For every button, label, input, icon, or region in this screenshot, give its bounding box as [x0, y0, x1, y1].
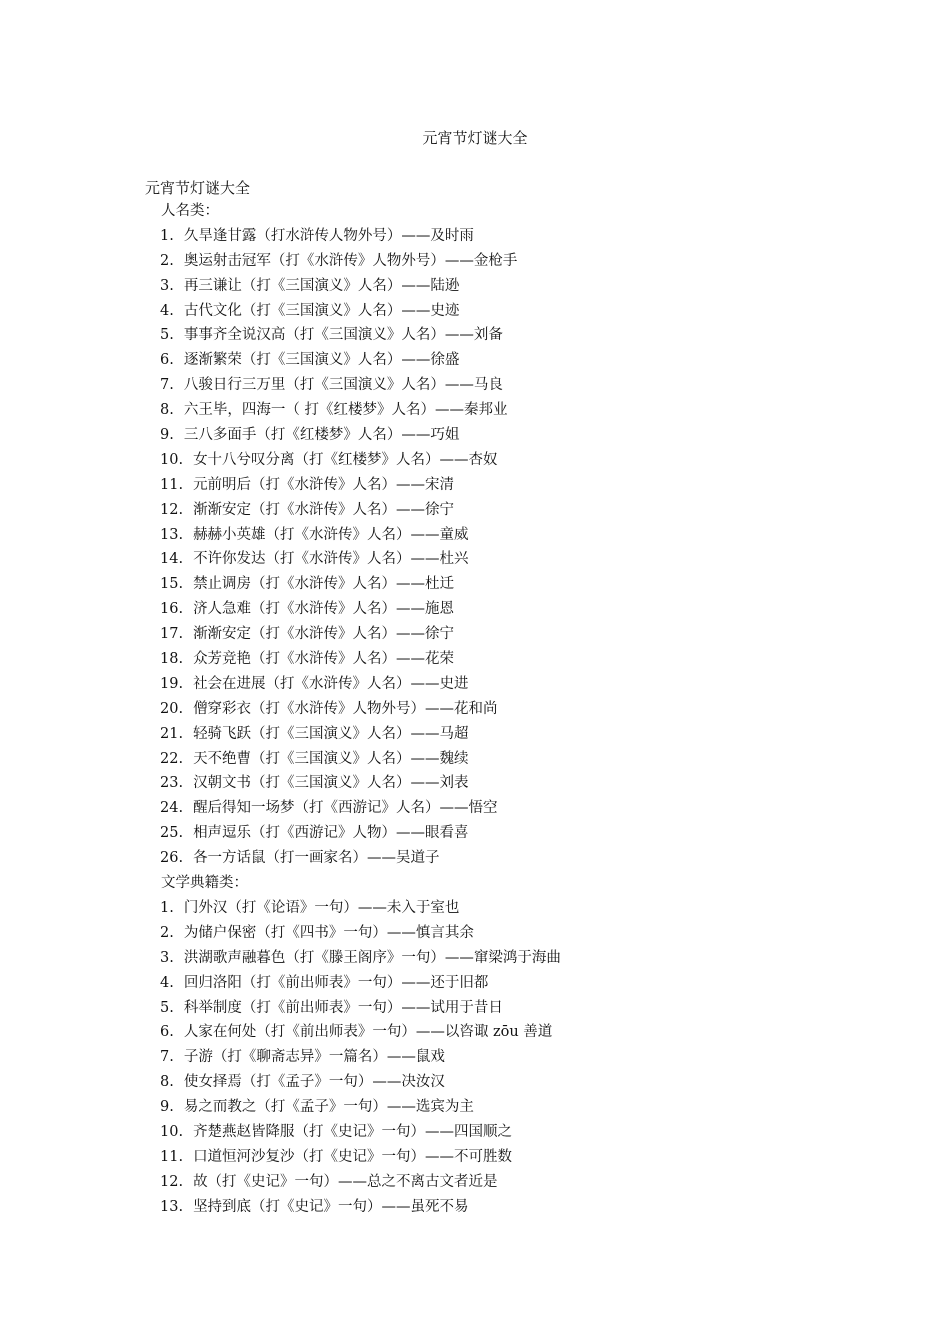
riddle-text: 六王毕，四海一（ 打《红楼梦》人名）——秦邦业: [183, 402, 508, 419]
riddle-text: 不许你发达（打《水浒传》人名）——杜兴: [193, 551, 469, 568]
riddle-text: 各一方话鼠（打一画家名）——吴道子: [193, 850, 440, 867]
riddle-text: 洪湖歌声融暮色（打《滕王阁序》一句）——窜梁鸿于海曲: [183, 949, 561, 966]
riddle-number: 18.: [160, 651, 184, 668]
riddle-number: 2.: [160, 924, 174, 941]
riddle-item: [145, 747, 845, 772]
riddle-text: 为储户保密（打《四书》一句）——慎言其余: [183, 924, 474, 941]
riddle-number: 20.: [160, 700, 184, 717]
riddle-item: [145, 996, 845, 1021]
riddle-item: [145, 547, 845, 572]
riddle-number: 3.: [160, 949, 174, 966]
riddle-item: [145, 622, 845, 647]
riddle-number: 13.: [160, 1198, 184, 1215]
riddle-number: 5.: [160, 999, 174, 1016]
riddle-item: [145, 249, 845, 274]
riddle-text: 济人急难（打《水浒传》人名）——施恩: [193, 601, 455, 618]
riddle-number: 9.: [160, 1099, 174, 1116]
riddle-number: 10.: [160, 1123, 184, 1140]
riddle-number: 1.: [160, 899, 174, 916]
riddle-item: [145, 373, 845, 398]
riddle-number: 7.: [160, 377, 174, 394]
riddle-item: [145, 1145, 845, 1170]
section-heading: 文学典籍类：: [161, 875, 248, 892]
riddle-item: [145, 1170, 845, 1195]
section-literary-classics: [145, 871, 845, 1219]
riddle-text: 相声逗乐（打《西游记》人物）——眼看喜: [193, 825, 469, 842]
riddle-number: 7.: [160, 1049, 174, 1066]
riddle-text: 社会在进展（打《水浒传》人名）——史进: [193, 675, 469, 692]
riddle-text: 女十八兮叹分离（打《红楼梦》人名）——杏奴: [193, 451, 498, 468]
riddle-item: [145, 796, 845, 821]
riddle-item: [145, 274, 845, 299]
riddle-item: [145, 448, 845, 473]
riddle-item: [145, 1120, 845, 1145]
riddle-item: [145, 224, 845, 249]
riddle-number: 9.: [160, 427, 174, 444]
riddle-text: 众芳竞艳（打《水浒传》人名）——花荣: [193, 651, 455, 668]
riddle-number: 12.: [160, 1173, 184, 1190]
riddle-text: 三八多面手（打《红楼梦》人名）——巧姐: [183, 427, 460, 444]
section-heading: 人名类：: [161, 203, 219, 219]
riddle-text: 易之而教之（打《孟子》一句）——选宾为主: [183, 1099, 474, 1116]
riddle-item: [145, 398, 845, 423]
riddle-text: 逐渐繁荣（打《三国演义》人名）——徐盛: [183, 352, 460, 369]
riddle-item: [145, 971, 845, 996]
riddle-number: 11.: [160, 1148, 184, 1165]
riddle-number: 4.: [160, 974, 174, 991]
riddle-text: 回归洛阳（打《前出师表》一句）——还于旧都: [183, 974, 489, 991]
riddle-item: [145, 647, 845, 672]
riddle-number: 6.: [160, 1024, 174, 1041]
riddle-item: [145, 1095, 845, 1120]
riddle-text: 渐渐安定（打《水浒传》人名）——徐宁: [193, 626, 455, 643]
riddle-item: [145, 921, 845, 946]
riddle-number: 23.: [160, 775, 184, 792]
riddle-text: 天不绝曹（打《三国演义》人名）——魏续: [193, 750, 469, 767]
riddle-item: [145, 1045, 845, 1070]
riddle-text: 口道恒河沙复沙（打《史记》一句）——不可胜数: [193, 1148, 513, 1165]
riddle-number: 22.: [160, 750, 184, 767]
riddle-text: 渐渐安定（打《水浒传》人名）——徐宁: [193, 501, 455, 518]
riddle-item: [145, 423, 845, 448]
riddle-item: [145, 1195, 845, 1220]
riddle-text: 禁止调房（打《水浒传》人名）——杜迁: [193, 576, 455, 593]
riddle-number: 16.: [160, 601, 184, 618]
riddle-number: 25.: [160, 825, 184, 842]
riddle-item: [145, 597, 845, 622]
riddle-number: 8.: [160, 402, 174, 419]
riddle-text: 汉朝文书（打《三国演义》人名）——刘表: [193, 775, 469, 792]
riddle-item: [145, 946, 845, 971]
riddle-item: [145, 771, 845, 796]
riddle-item: [145, 672, 845, 697]
riddle-number: 26.: [160, 850, 184, 867]
riddle-item: [145, 572, 845, 597]
riddle-text: 门外汉（打《论语》一句）——未入于室也: [183, 899, 460, 916]
riddle-number: 17.: [160, 626, 184, 643]
riddle-item: [145, 697, 845, 722]
riddle-text: 奥运射击冠军（打《水浒传》人物外号）——金枪手: [183, 252, 518, 269]
section-person-names: [145, 199, 845, 871]
riddle-text: 僧穿彩衣（打《水浒传》人物外号）——花和尚: [193, 700, 498, 717]
document-body: [145, 178, 845, 1220]
riddle-number: 1.: [160, 227, 174, 244]
riddle-text: 使女择焉（打《孟子》一句）——决汝汉: [183, 1074, 445, 1091]
riddle-number: 3.: [160, 277, 174, 294]
riddle-item: [145, 1070, 845, 1095]
riddle-text: 再三谦让（打《三国演义》人名）——陆逊: [183, 277, 460, 294]
riddle-item: [145, 821, 845, 846]
riddle-number: 4.: [160, 302, 174, 319]
riddle-text: 元前明后（打《水浒传》人名）——宋清: [193, 476, 455, 493]
riddle-item: [145, 523, 845, 548]
riddle-number: 2.: [160, 252, 174, 269]
riddle-text: 八骏日行三万里（打《三国演义》人名）——马良: [183, 377, 503, 394]
riddle-number: 11.: [160, 476, 184, 493]
riddle-number: 12.: [160, 501, 184, 518]
riddle-item: [145, 473, 845, 498]
riddle-number: 14.: [160, 551, 184, 568]
riddle-text: 子游（打《聊斋志异》一篇名）——鼠戏: [183, 1049, 445, 1066]
riddle-text: 古代文化（打《三国演义》人名）——史迹: [183, 302, 460, 319]
riddle-number: 21.: [160, 725, 184, 742]
riddle-item: [145, 896, 845, 921]
riddle-number: 19.: [160, 675, 184, 692]
riddle-item: [145, 722, 845, 747]
riddle-item: [145, 299, 845, 324]
riddle-number: 13.: [160, 526, 184, 543]
riddle-text: 赫赫小英雄（打《水浒传》人名）——童威: [193, 526, 469, 543]
riddle-list: [145, 896, 845, 1220]
riddle-text: 科举制度（打《前出师表》一句）——试用于昔日: [183, 999, 503, 1016]
riddle-item: [145, 323, 845, 348]
riddle-list: [145, 224, 845, 871]
riddle-item: [145, 846, 845, 871]
page-title: 元宵节灯谜大全: [422, 129, 528, 147]
riddle-text: 轻骑飞跃（打《三国演义》人名）——马超: [193, 725, 469, 742]
riddle-text: 醒后得知一场梦（打《西游记》人名）——悟空: [193, 800, 498, 817]
riddle-number: 6.: [160, 352, 174, 369]
riddle-text: 人家在何处（打《前出师表》一句）——以咨诹 zōu 善道: [183, 1024, 553, 1041]
riddle-number: 5.: [160, 327, 174, 344]
riddle-item: [145, 348, 845, 373]
riddle-text: 齐楚燕赵皆降服（打《史记》一句）——四国顺之: [193, 1123, 513, 1140]
document-heading: 元宵节灯谜大全: [145, 179, 251, 197]
riddle-text: 坚持到底（打《史记》一句）——虽死不易: [193, 1198, 469, 1215]
riddle-number: 15.: [160, 576, 184, 593]
riddle-text: 故（打《史记》一句）——总之不离古文者近是: [193, 1173, 498, 1190]
riddle-number: 10.: [160, 451, 184, 468]
riddle-text: 久旱逢甘露（打水浒传人物外号）——及时雨: [183, 227, 474, 244]
riddle-item: [145, 498, 845, 523]
riddle-item: [145, 1020, 845, 1045]
riddle-number: 24.: [160, 800, 184, 817]
riddle-number: 8.: [160, 1074, 174, 1091]
riddle-text: 事事齐全说汉高（打《三国演义》人名）——刘备: [183, 327, 503, 344]
